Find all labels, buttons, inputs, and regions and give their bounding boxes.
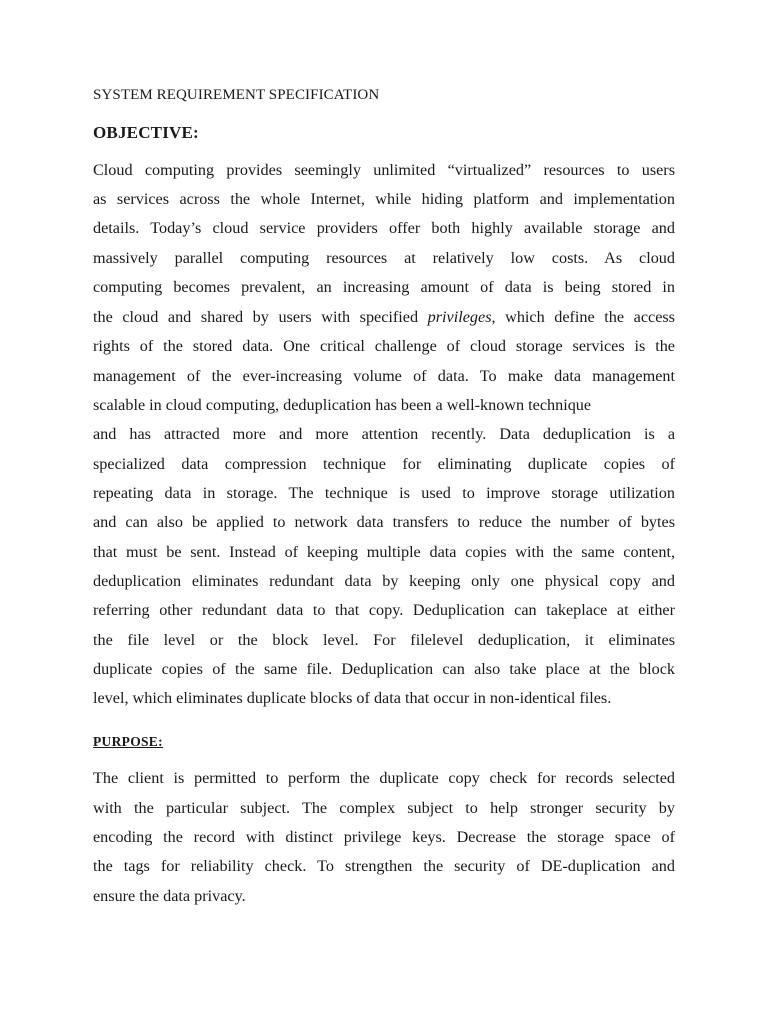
purpose-line: ensure the data privacy. bbox=[93, 887, 246, 905]
purpose-line: The client is permitted to perform the duplicate copy check for records selected bbox=[93, 769, 675, 787]
objective-line: as services across the whole Internet, while hiding platform and implementation bbox=[93, 190, 675, 208]
document-title: SYSTEM REQUIREMENT SPECIFICATION bbox=[93, 87, 380, 103]
privileges-line-after: , which define the access bbox=[491, 308, 675, 326]
objective-line: massively parallel computing resources at relatively low costs. As cloud bbox=[93, 249, 675, 267]
objective-line: Cloud computing provides seemingly unlimited “virtualized” resources to users bbox=[93, 161, 675, 179]
purpose-line: encoding the record with distinct privilege keys. Decrease the storage space of bbox=[93, 828, 675, 846]
objective-line: referring other redundant data to that copy. Deduplication can takeplace at either bbox=[93, 601, 675, 619]
objective-line: level, which eliminates duplicate blocks of data that occur in non-identical files. bbox=[93, 689, 612, 707]
purpose-heading: PURPOSE: bbox=[93, 734, 163, 749]
objective-line: deduplication eliminates redundant data by keeping only one physical copy and bbox=[93, 572, 675, 590]
objective-line: rights of the stored data. One critical challenge of cloud storage services is the bbox=[93, 337, 675, 355]
purpose-line: with the particular subject. The complex subject to help stronger security by bbox=[93, 799, 675, 817]
objective-line: computing becomes prevalent, an increasing amount of data is being stored in bbox=[93, 278, 675, 296]
objective-line: details. Today’s cloud service providers offer both highly available storage and bbox=[93, 219, 675, 237]
objective-line: and can also be applied to network data transfers to reduce the number of bytes bbox=[93, 513, 675, 531]
purpose-line: the tags for reliability check. To strengthen the security of DE-duplication and bbox=[93, 857, 675, 875]
objective-line: duplicate copies of the same file. Deduplication can also take place at the block bbox=[93, 660, 675, 678]
objective-line: and has attracted more and more attention recently. Data deduplication is a bbox=[93, 425, 675, 443]
privileges-term: privileges bbox=[427, 308, 492, 326]
objective-line: management of the ever-increasing volume of data. To make data management bbox=[93, 367, 675, 385]
objective-line: repeating data in storage. The technique is used to improve storage utilization bbox=[93, 484, 675, 502]
objective-line: that must be sent. Instead of keeping multiple data copies with the same content, bbox=[93, 543, 675, 561]
objective-line: specialized data compression technique for eliminating duplicate copies of bbox=[93, 455, 675, 473]
objective-heading: OBJECTIVE: bbox=[93, 123, 199, 142]
objective-line-privileges bbox=[93, 307, 675, 327]
objective-line: scalable in cloud computing, deduplication has been a well-known technique bbox=[93, 396, 592, 414]
privileges-line-before: the cloud and shared by users with specified bbox=[93, 308, 428, 326]
objective-line: the file level or the block level. For filelevel deduplication, it eliminates bbox=[93, 631, 675, 649]
